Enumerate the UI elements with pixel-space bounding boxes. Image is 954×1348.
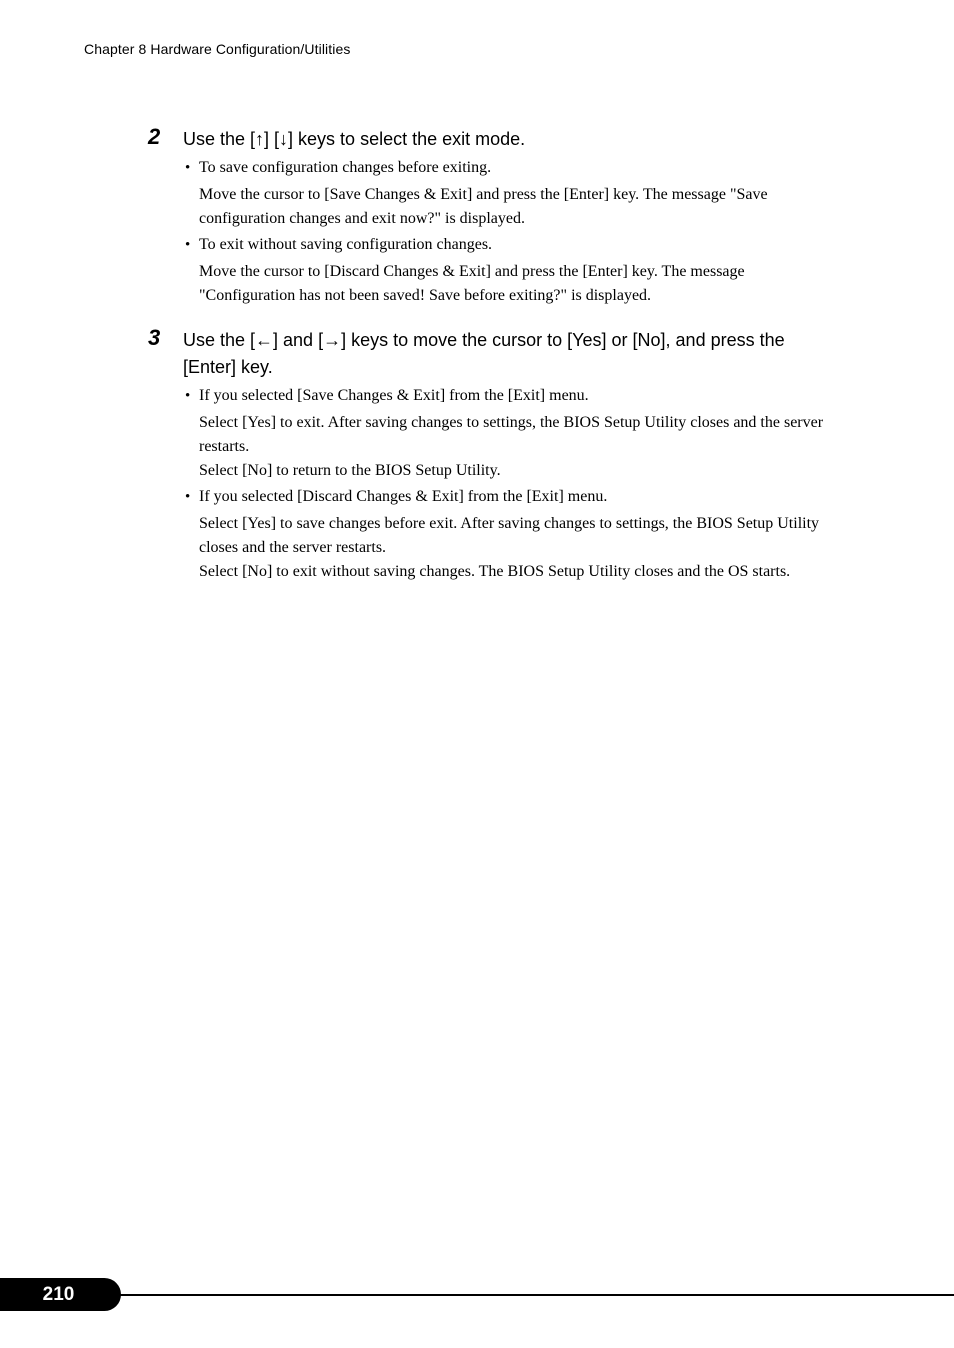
step-number: 3 (148, 325, 161, 350)
list-item (183, 485, 828, 584)
item-paragraph: Select [No] to return to the BIOS Setup Utility. (199, 462, 501, 479)
item-paragraph: Select [Yes] to save changes before exit. After saving changes to settings, the BIOS Setup Utility closes and the server restarts. (199, 515, 820, 556)
bullet-icon: • (185, 160, 191, 176)
item-text: To exit without saving configuration changes. (199, 236, 493, 253)
item-paragraph: Move the cursor to [Save Changes & Exit] and press the [Enter] key. The message "Save configuration changes and exit now?" is displayed. (199, 186, 768, 227)
item-body (199, 260, 828, 308)
item-paragraph: Select [No] to exit without saving changes. The BIOS Setup Utility closes and the OS starts. (199, 563, 791, 580)
item-body (199, 512, 828, 584)
bullet-icon: • (185, 388, 191, 404)
step-items (183, 384, 828, 584)
item-text: If you selected [Save Changes & Exit] from the [Exit] menu. (199, 387, 589, 404)
bullet-icon: • (185, 489, 191, 505)
list-item (183, 156, 828, 231)
item-text: If you selected [Discard Changes & Exit] from the [Exit] menu. (199, 488, 608, 505)
list-item (183, 384, 828, 483)
page-number: 210 (0, 1278, 121, 1311)
item-paragraph: Move the cursor to [Discard Changes & Exit] and press the [Enter] key. The message "Configuration has not been saved! Save before exiting?" is displayed. (199, 263, 745, 304)
step-title: Use the [←] and [→] keys to move the cursor to [Yes] or [No], and press the [Enter] key. (183, 330, 785, 377)
step-title: Use the [↑] [↓] keys to select the exit mode. (183, 129, 526, 149)
bullet-icon: • (185, 237, 191, 253)
list-item (183, 233, 828, 308)
step-number: 2 (148, 124, 161, 149)
step-3 (148, 327, 828, 586)
footer-rule (0, 1294, 954, 1296)
step-items (183, 156, 828, 308)
item-text: To save configuration changes before exiting. (199, 159, 492, 176)
item-paragraph: Select [Yes] to exit. After saving changes to settings, the BIOS Setup Utility closes and the server restarts. (199, 414, 824, 455)
step-2 (148, 126, 828, 310)
chapter-header: Chapter 8 Hardware Configuration/Utilities (84, 41, 351, 57)
item-body (199, 183, 828, 231)
item-body (199, 411, 828, 483)
